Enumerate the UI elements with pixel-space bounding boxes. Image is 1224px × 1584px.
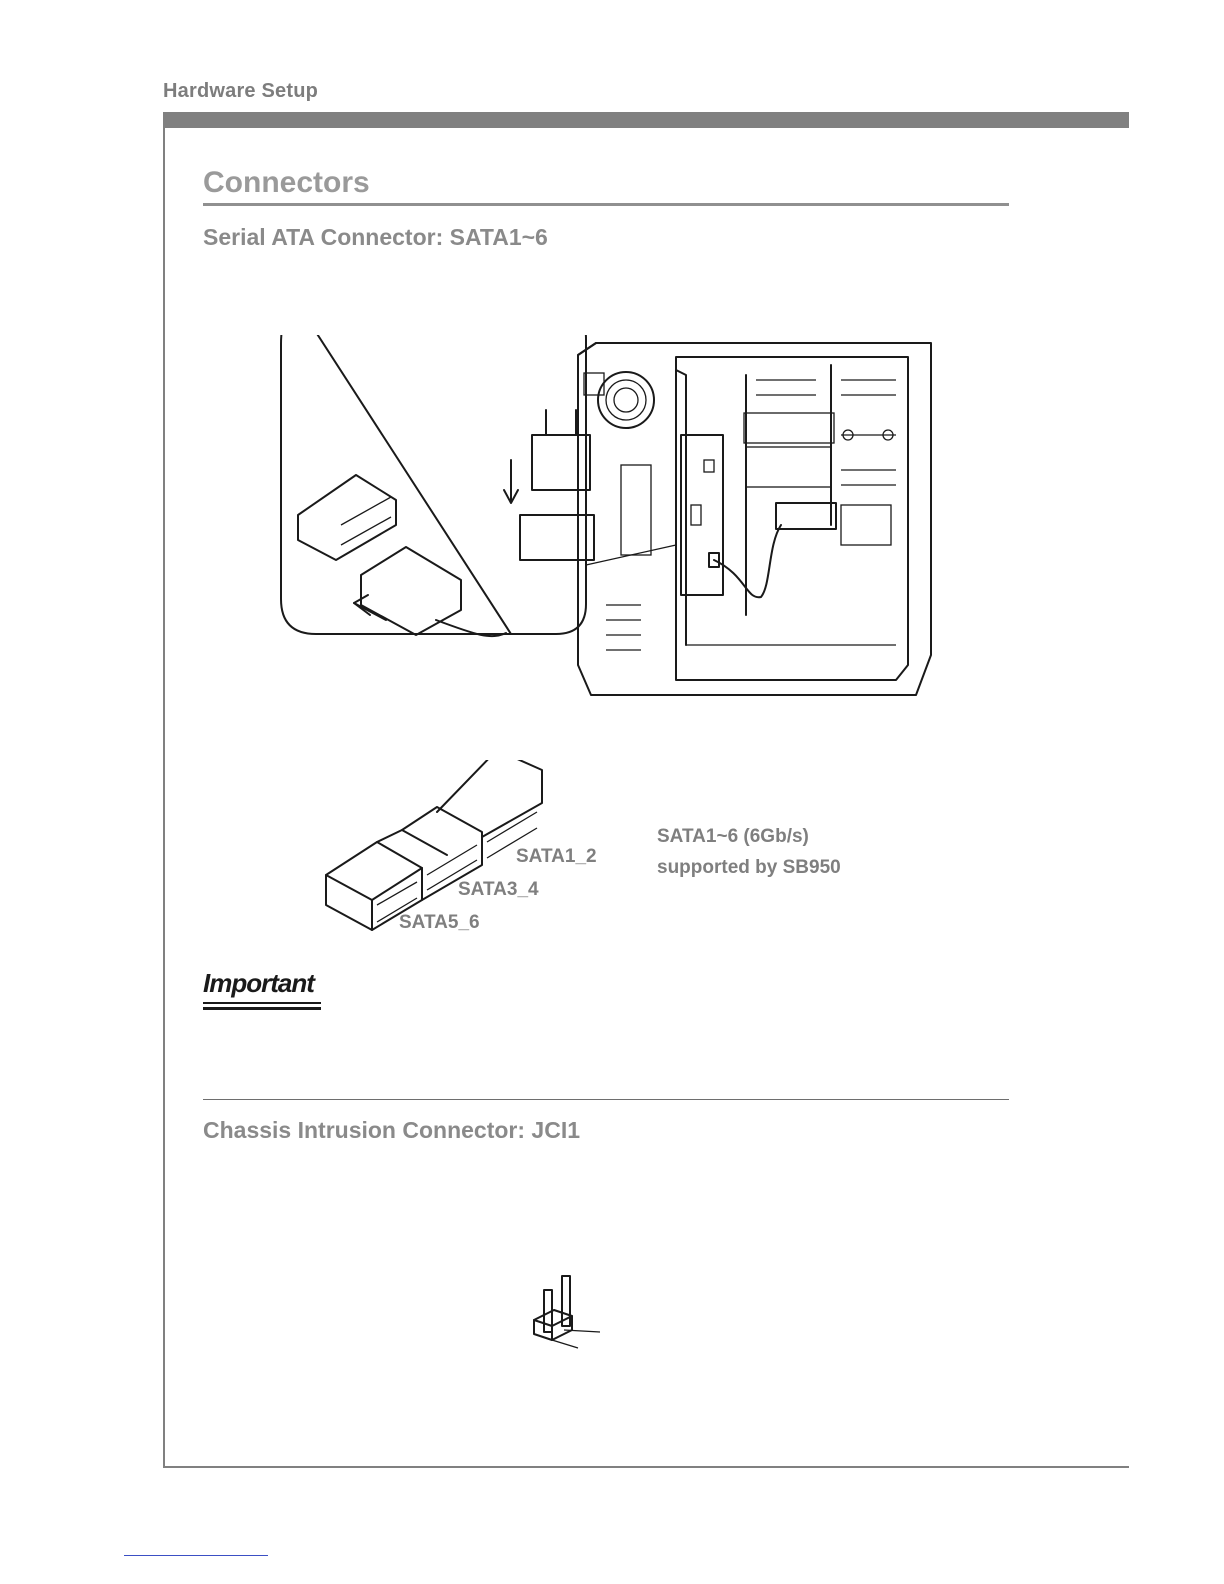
left-margin-rule (163, 112, 165, 1468)
bottom-rule (163, 1466, 1129, 1468)
sata-speed-note: SATA1~6 (6Gb/s) (657, 826, 809, 847)
port-label-sata3-4: SATA3_4 (458, 879, 539, 900)
running-header: Hardware Setup (163, 80, 319, 102)
jci1-connector-diagram (528, 1270, 608, 1350)
sata-controller-note: supported by SB950 (657, 857, 841, 878)
page-title: Connectors (203, 166, 370, 199)
zoom-callout (281, 335, 676, 636)
footer-link-underline[interactable] (124, 1555, 268, 1556)
important-underline (203, 1002, 321, 1004)
jci-heading: Chassis Intrusion Connector: JCI1 (203, 1117, 581, 1143)
port-label-sata5-6: SATA5_6 (399, 912, 480, 933)
sata-install-illustration (276, 335, 946, 710)
sata-heading: Serial ATA Connector: SATA1~6 (203, 224, 548, 250)
port-label-sata1-2: SATA1_2 (516, 846, 597, 867)
header-bar (163, 112, 1129, 128)
pc-chassis-drawing (578, 343, 931, 695)
title-rule (203, 203, 1009, 206)
important-underline-thick (203, 1007, 321, 1010)
important-label: Important (203, 968, 314, 998)
section-divider (203, 1099, 1009, 1100)
